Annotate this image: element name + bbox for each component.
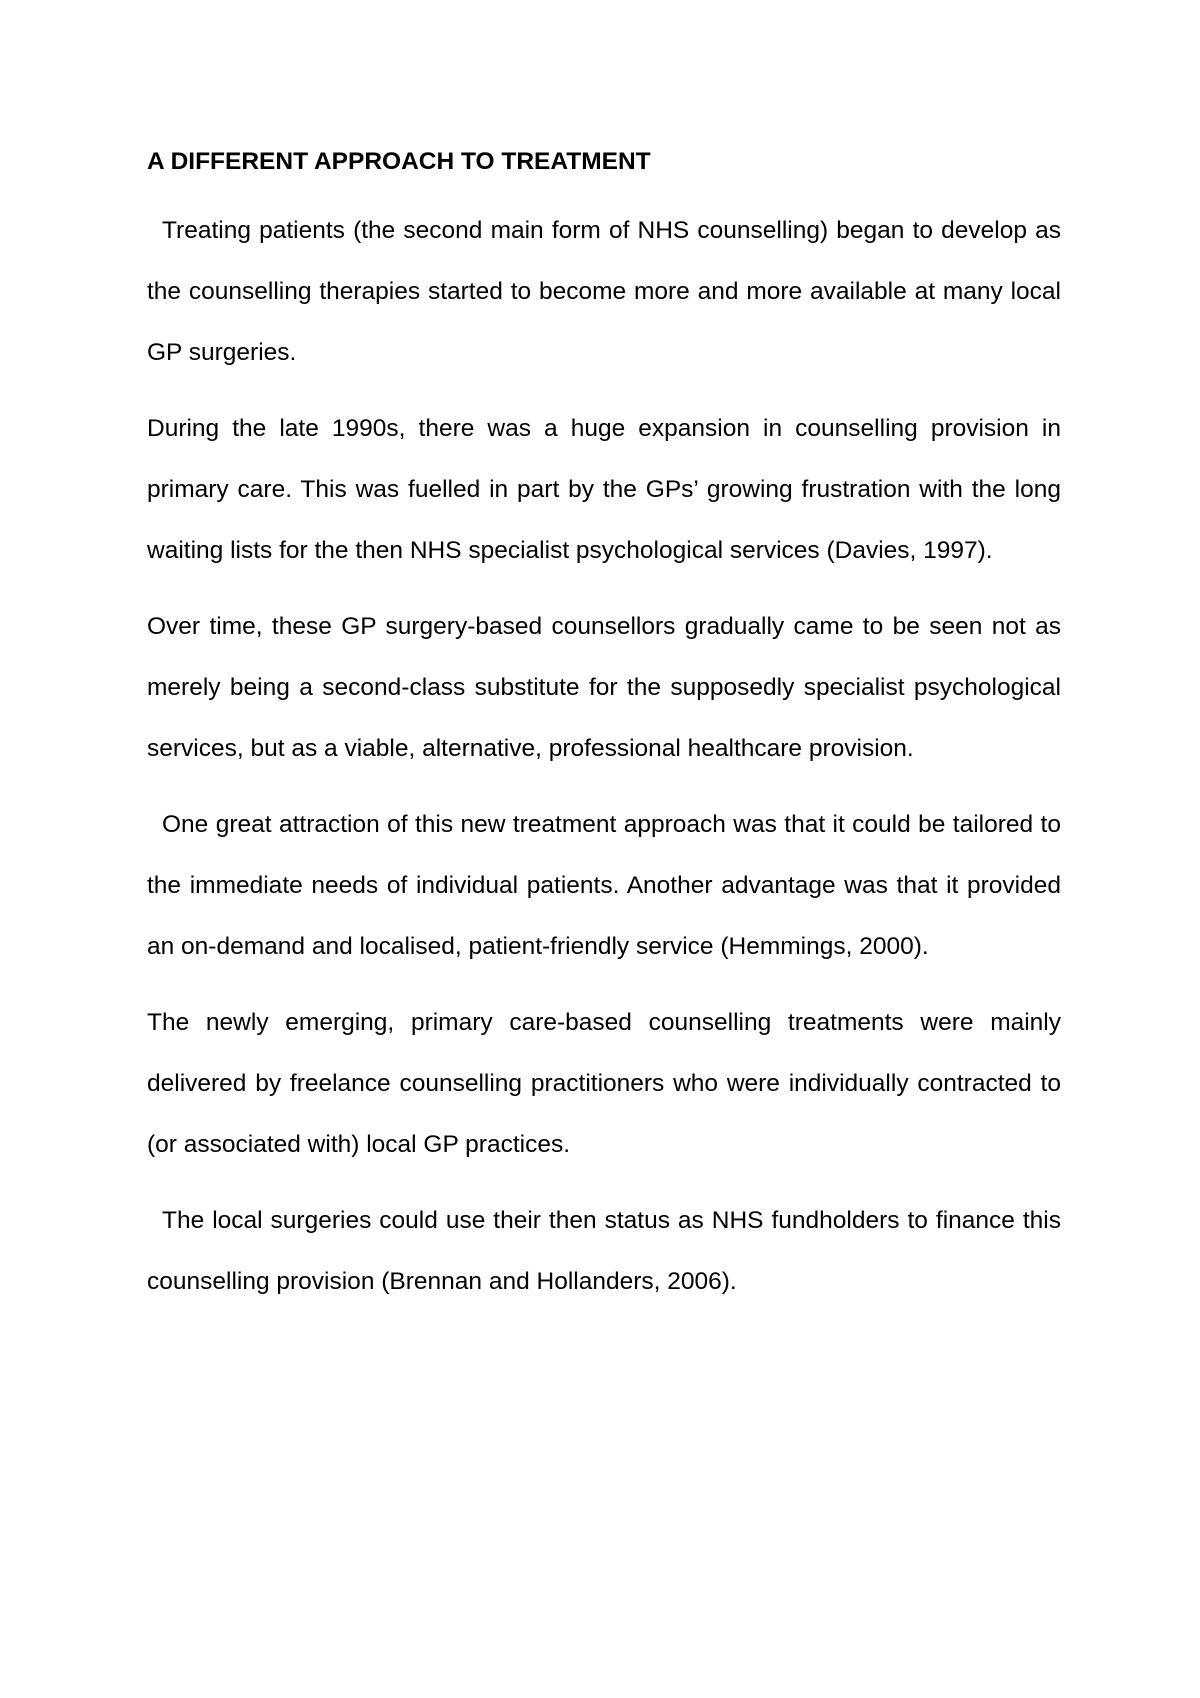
- paragraph-over-time: Over time, these GP surgery-based counsellors gradually came to be seen not as merely being a second-class substitute for the supposedly specialist psychological services, but as a viable, alternative, professional healthcare provision.: [147, 613, 1061, 762]
- paragraph-local-surgeries: The local surgeries could use their then status as NHS fundholders to finance this counselling provision (Brennan and Hollanders, 2006).: [147, 1207, 1061, 1295]
- document-page: [147, 140, 1061, 1327]
- paragraph-great-attraction: One great attraction of this new treatment approach was that it could be tailored to the immediate needs of individual patients. Another advantage was that it provided an on-demand and localised, patient-friendly service (Hemmings, 2000).: [147, 811, 1061, 960]
- document-heading: A DIFFERENT APPROACH TO TREATMENT: [147, 148, 651, 175]
- paragraph-late-1990s: During the late 1990s, there was a huge expansion in counselling provision in primary care. This was fuelled in part by the GPs’ growing frustration with the long waiting lists for the then NHS specialist psychological services (Davies, 1997).: [147, 415, 1061, 564]
- paragraph-newly-emerging: The newly emerging, primary care-based counselling treatments were mainly delivered by freelance counselling practitioners who were individually contracted to (or associated with) local GP practices.: [147, 1009, 1061, 1158]
- paragraph-treating-patients: Treating patients (the second main form of NHS counselling) began to develop as the counselling therapies started to become more and more available at many local GP surgeries.: [147, 217, 1061, 366]
